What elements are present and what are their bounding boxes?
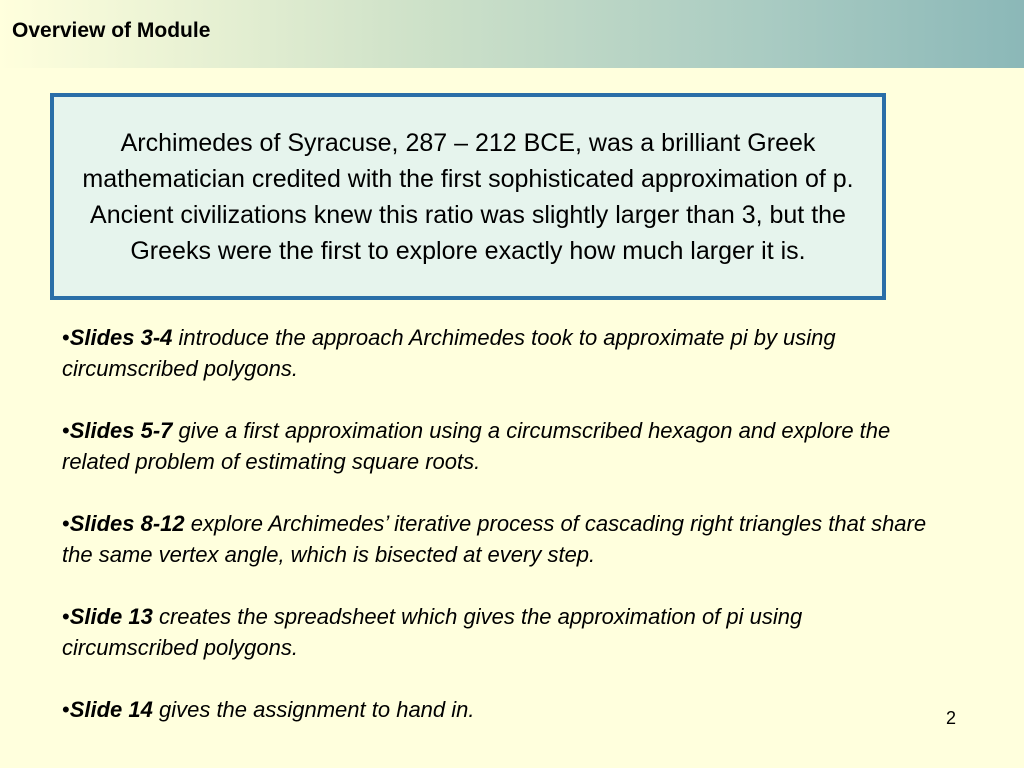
bullet-lead: Slides 8-12 [69,511,185,536]
bullet-lead: Slides 5-7 [69,418,173,443]
bullet-item-slide-13 [62,601,942,663]
slide-title: Overview of Module [12,19,211,42]
bullet-text: give a first approximation using a circumscribed hexagon and explore the related problem of estimating square roots. [62,418,891,474]
bullet-marker: • [62,697,70,722]
intro-box [50,93,886,300]
bullet-marker: • [62,511,70,536]
bullet-item-slide-14 [62,694,942,725]
bullet-marker: • [62,325,70,350]
bullet-item-slides-8-12 [62,508,942,570]
bullet-text: explore Archimedes’ iterative process of cascading right triangles that share the same vertex angle, which is bisected at every step. [62,511,927,567]
bullet-list [62,322,942,725]
intro-text: Archimedes of Syracuse, 287 – 212 BCE, was a brilliant Greek mathematician credited with the first sophisticated approximation of p. Ancient civilizations knew this ratio was slightly larger than 3, but the Greeks were the first to explore exactly how much larger it is. [82,128,854,265]
bullet-text: gives the assignment to hand in. [152,697,475,722]
bullet-lead: Slides 3-4 [69,325,173,350]
bullet-item-slides-3-4 [62,322,942,384]
bullet-marker: • [62,604,70,629]
bullet-item-slides-5-7 [62,415,942,477]
bullet-lead: Slide 14 [69,697,153,722]
bullet-text: introduce the approach Archimedes took to approximate pi by using circumscribed polygons. [62,325,836,381]
bullet-lead: Slide 13 [69,604,153,629]
page-number: 2 [946,708,957,728]
bullet-text: creates the spreadsheet which gives the approximation of pi using circumscribed polygons. [62,604,803,660]
bullet-marker: • [62,418,70,443]
